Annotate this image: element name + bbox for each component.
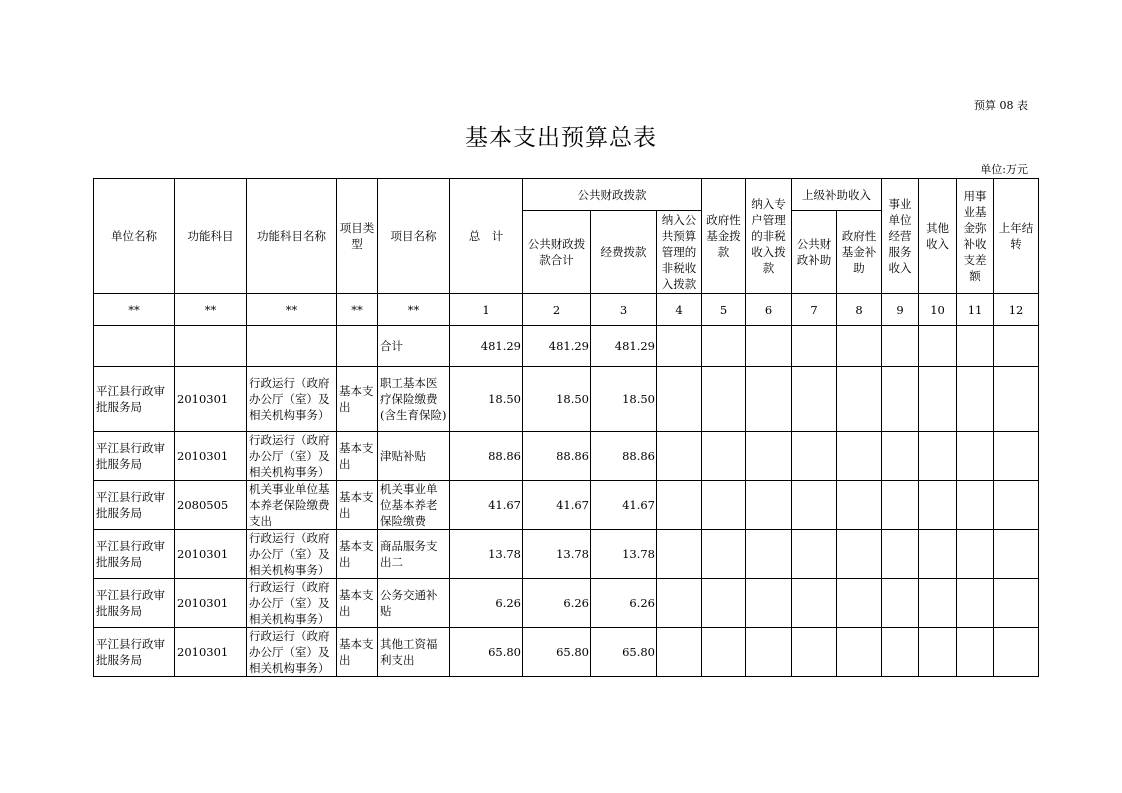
proj-type-cell: 基本支出 [337,481,378,530]
pf-subtotal-cell: 6.26 [523,579,591,628]
form-number: 预算 08 表 [974,99,1028,112]
table-row [94,628,1039,677]
page-title: 基本支出预算总表 [465,125,657,151]
total-row [94,326,1039,367]
func-name-cell: 行政运行（政府办公厅（室）及相关机构事务） [247,628,337,677]
proj-name-cell: 其他工资福利支出 [378,628,450,677]
code-cell: ** [247,294,337,326]
func-name-cell: 机关事业单位基本养老保险缴费支出 [247,481,337,530]
pf-subtotal-cell: 88.86 [523,432,591,481]
header-carryover: 上年结转 [994,179,1039,294]
total-amount: 481.29 [450,326,523,367]
code-cell: 11 [957,294,994,326]
func-code-cell: 2010301 [175,628,247,677]
proj-type-cell: 基本支出 [337,432,378,481]
proj-type-cell: 基本支出 [337,579,378,628]
total-cell: 41.67 [450,481,523,530]
pf-funds-cell: 6.26 [591,579,657,628]
total-pf-subtotal: 481.29 [523,326,591,367]
header-func-name: 功能科目名称 [247,179,337,294]
header-pf-nontax: 纳入公共预算管理的非税收入拨款 [657,211,702,294]
code-cell: 8 [837,294,882,326]
header-total: 总 计 [450,179,523,294]
total-cell: 6.26 [450,579,523,628]
code-cell: 3 [591,294,657,326]
header-sup-gov: 政府性基金补助 [837,211,882,294]
proj-type-cell: 基本支出 [337,367,378,432]
table-row [94,367,1039,432]
header-proj-name: 项目名称 [378,179,450,294]
proj-name-cell: 职工基本医疗保险缴费(含生育保险) [378,367,450,432]
code-cell: 6 [746,294,792,326]
code-cell: ** [337,294,378,326]
total-cell: 18.50 [450,367,523,432]
unit-name-cell: 平江县行政审批服务局 [94,367,175,432]
code-cell: 7 [792,294,837,326]
pf-funds-cell: 18.50 [591,367,657,432]
code-cell: 12 [994,294,1039,326]
pf-subtotal-cell: 18.50 [523,367,591,432]
code-cell: 4 [657,294,702,326]
func-name-cell: 行政运行（政府办公厅（室）及相关机构事务） [247,579,337,628]
unit-name-cell: 平江县行政审批服务局 [94,481,175,530]
code-cell: 9 [882,294,919,326]
table-row [94,432,1039,481]
func-code-cell: 2010301 [175,530,247,579]
func-name-cell: 行政运行（政府办公厅（室）及相关机构事务） [247,530,337,579]
table-row [94,530,1039,579]
pf-funds-cell: 65.80 [591,628,657,677]
header-public-fiscal: 公共财政拨款 [523,179,702,211]
pf-subtotal-cell: 41.67 [523,481,591,530]
header-unit-name: 单位名称 [94,179,175,294]
unit-name-cell: 平江县行政审批服务局 [94,530,175,579]
pf-subtotal-cell: 13.78 [523,530,591,579]
unit-name-cell: 平江县行政审批服务局 [94,579,175,628]
header-func-code: 功能科目 [175,179,247,294]
proj-type-cell: 基本支出 [337,530,378,579]
func-code-cell: 2010301 [175,367,247,432]
proj-name-cell: 机关事业单位基本养老保险缴费 [378,481,450,530]
total-cell: 13.78 [450,530,523,579]
code-cell: ** [175,294,247,326]
header-fund-gap: 用事业基金弥补收支差额 [957,179,994,294]
total-label: 合计 [378,326,450,367]
budget-table [93,178,1039,677]
proj-name-cell: 津贴补贴 [378,432,450,481]
code-row [94,294,1039,326]
func-code-cell: 2080505 [175,481,247,530]
unit-label: 单位:万元 [980,163,1028,176]
proj-type-cell: 基本支出 [337,628,378,677]
table-row [94,481,1039,530]
func-name-cell: 行政运行（政府办公厅（室）及相关机构事务） [247,367,337,432]
total-cell: 88.86 [450,432,523,481]
pf-subtotal-cell: 65.80 [523,628,591,677]
header-other: 其他收入 [919,179,957,294]
pf-funds-cell: 41.67 [591,481,657,530]
code-cell: ** [378,294,450,326]
func-code-cell: 2010301 [175,432,247,481]
code-cell: 10 [919,294,957,326]
header-proj-type: 项目类型 [337,179,378,294]
code-cell: 2 [523,294,591,326]
proj-name-cell: 公务交通补贴 [378,579,450,628]
total-pf-funds: 481.29 [591,326,657,367]
code-cell: 1 [450,294,523,326]
pf-funds-cell: 88.86 [591,432,657,481]
code-cell: 5 [702,294,746,326]
code-cell: ** [94,294,175,326]
header-special-nontax: 纳入专户管理的非税收入拨款 [746,179,792,294]
proj-name-cell: 商品服务支出二 [378,530,450,579]
header-sup-public: 公共财政补助 [792,211,837,294]
table-row [94,579,1039,628]
unit-name-cell: 平江县行政审批服务局 [94,432,175,481]
header-gov-fund: 政府性基金拨款 [702,179,746,294]
func-name-cell: 行政运行（政府办公厅（室）及相关机构事务） [247,432,337,481]
header-enterprise: 事业单位经营服务收入 [882,179,919,294]
unit-name-cell: 平江县行政审批服务局 [94,628,175,677]
header-pf-subtotal: 公共财政拨款合计 [523,211,591,294]
pf-funds-cell: 13.78 [591,530,657,579]
header-pf-funds: 经费拨款 [591,211,657,294]
func-code-cell: 2010301 [175,579,247,628]
header-superior: 上级补助收入 [792,179,882,211]
total-cell: 65.80 [450,628,523,677]
